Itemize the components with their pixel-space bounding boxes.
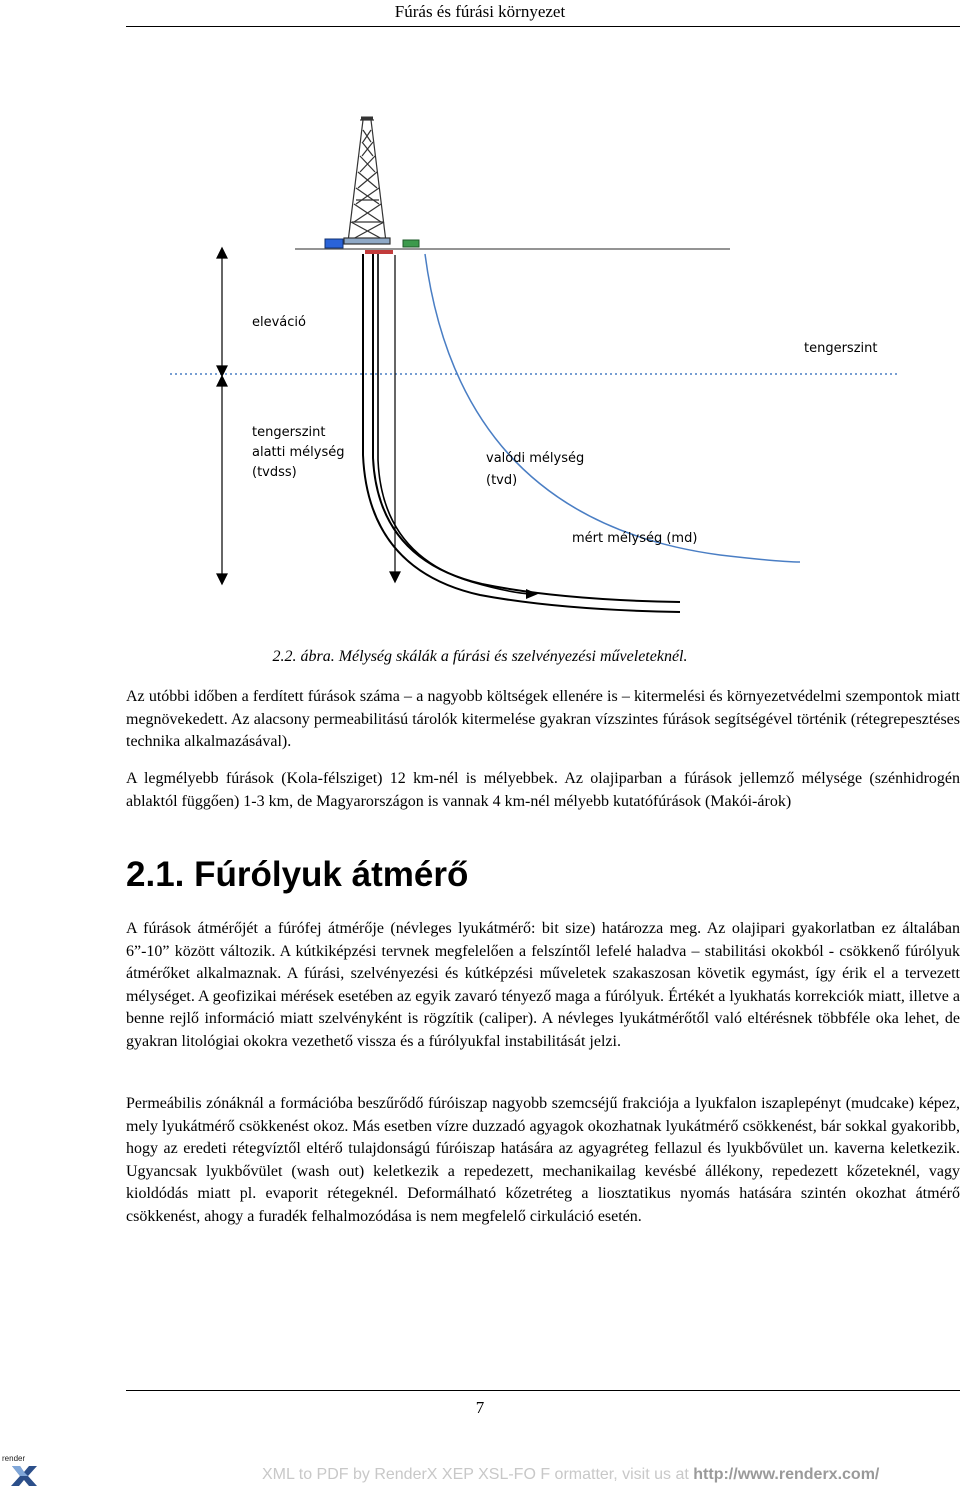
wellbore-outer xyxy=(363,254,680,612)
drilling-rig-icon xyxy=(344,118,390,244)
watermark-text: XML to PDF by RenderX XEP XSL-FO F ormatter, visit us at xyxy=(262,1466,694,1483)
page-number: 7 xyxy=(475,1398,485,1417)
elevation-arrow xyxy=(217,248,227,376)
md-curve xyxy=(378,254,532,594)
label-tvdss-3: (tvdss) xyxy=(252,465,297,480)
header-rule xyxy=(126,26,960,27)
label-tvd-2: (tvd) xyxy=(486,473,518,488)
paragraph-3: A fúrások átmérőjét a fúrófej átmérője (névleges lyukátmérő: bit size) határozza meg. Az olajipari gyakorlatban ez általában 6”-10” között változik. A kútkiképzési tervnek megfelelően a felszíntől lefelé haladva – stabilitási okokból - csökkenő fúrólyuk átmérőket alkalmaznak. A fúrási, szelvényezési és kútképzési műveletek szakaszosan követik egymást, így érik el a tervezett mélységet. A geofizikai mérések esetében az egyik zavaró tényező maga a fúrólyuk. Értékét a lyukhatás korrekciók miatt, illetve a benne rejlő információ miatt szelvényként is rögzítik (caliper). A névleges lyukátmérőtől való eltérésnek többféle oka lehet, de gyakran litológiai okokra vezethető vissza és a fúrólyukfal instabilitását jelzi. xyxy=(126,920,960,1050)
renderx-logo-icon xyxy=(2,1452,40,1486)
watermark xyxy=(262,1466,879,1484)
horizontal-well-curve xyxy=(425,254,800,562)
label-md: mért mélység (md) xyxy=(572,531,698,546)
equipment-blue-icon xyxy=(325,239,343,248)
label-tvdss-2: alatti mélység xyxy=(252,445,345,460)
section-heading: 2.1. Fúrólyuk átmérő xyxy=(126,855,469,894)
tvdss-arrow xyxy=(217,376,227,584)
equipment-green-icon xyxy=(403,240,419,247)
page-header-title: Fúrás és fúrási környezet xyxy=(394,2,566,21)
figure-caption: 2.2. ábra. Mélység skálák a fúrási és szelvényezési műveleteknél. xyxy=(272,648,688,665)
depth-scales-figure xyxy=(160,100,920,640)
paragraph-2: A legmélyebb fúrások (Kola-félsziget) 12 km-nél is mélyebbek. Az olajiparban a fúrások jellemző mélysége (szénhidrogén ablaktól függően) 1-3 km, de Magyarországon is vannak 4 km-nél mélyebb kutatófúrások (Makói-árok) xyxy=(126,770,960,810)
label-sea-level: tengerszint xyxy=(804,341,878,356)
paragraph-1: Az utóbbi időben a ferdített fúrások száma – a nagyobb költségek ellenére is – kitermelési és környezetvédelmi szempontok miatt megnövekedett. Az alacsony permeabilitású tárolók kitermelése gyakran vízszintes fúrások segítségével történik (rétegrepesztéses technika alkalmazásával). xyxy=(126,688,960,750)
label-tvd-1: valódi mélység xyxy=(486,451,585,466)
wellbore-inner xyxy=(373,254,680,602)
label-elevation: eleváció xyxy=(252,315,306,330)
paragraph-4: Permeábilis zónáknál a formációba beszűrődő fúróiszap nagyobb szemcséjű frakciója a lyukfalon iszaplepényt (mudcake) képez, mely lyukátmérő csökkenést okoz. Más esetben vízre duzzadó agyagok okozhatnak lyukátmérő csökkenést, bár sokkal gyakoribb, hogy az eredeti rétegvíztől eltérő tulajdonságú fúróiszap hatására az agyagréteg fellazul és lyukbővület un. kaverna keletkezik. Ugyancsak lyukbővület (wash out) keletkezik a repedezett, mechanikailag kevésbé állékony, repedezett kőzeteknél, vagy kioldódás miatt pl. evaporit rétegeknél. Deformálható kőzetréteg a liosztatikus nyomás hatására szintén okozhat átmérő csökkenést, ahogy a furadék felhalmozódása is nem megfelelő cirkuláció esetén. xyxy=(126,1095,960,1225)
tvd-arrow xyxy=(390,255,400,582)
watermark-link[interactable]: http://www.renderx.com/ xyxy=(693,1466,880,1483)
logo-text: render xyxy=(2,1454,26,1463)
footer-rule xyxy=(126,1390,960,1391)
label-tvdss-1: tengerszint xyxy=(252,425,326,440)
